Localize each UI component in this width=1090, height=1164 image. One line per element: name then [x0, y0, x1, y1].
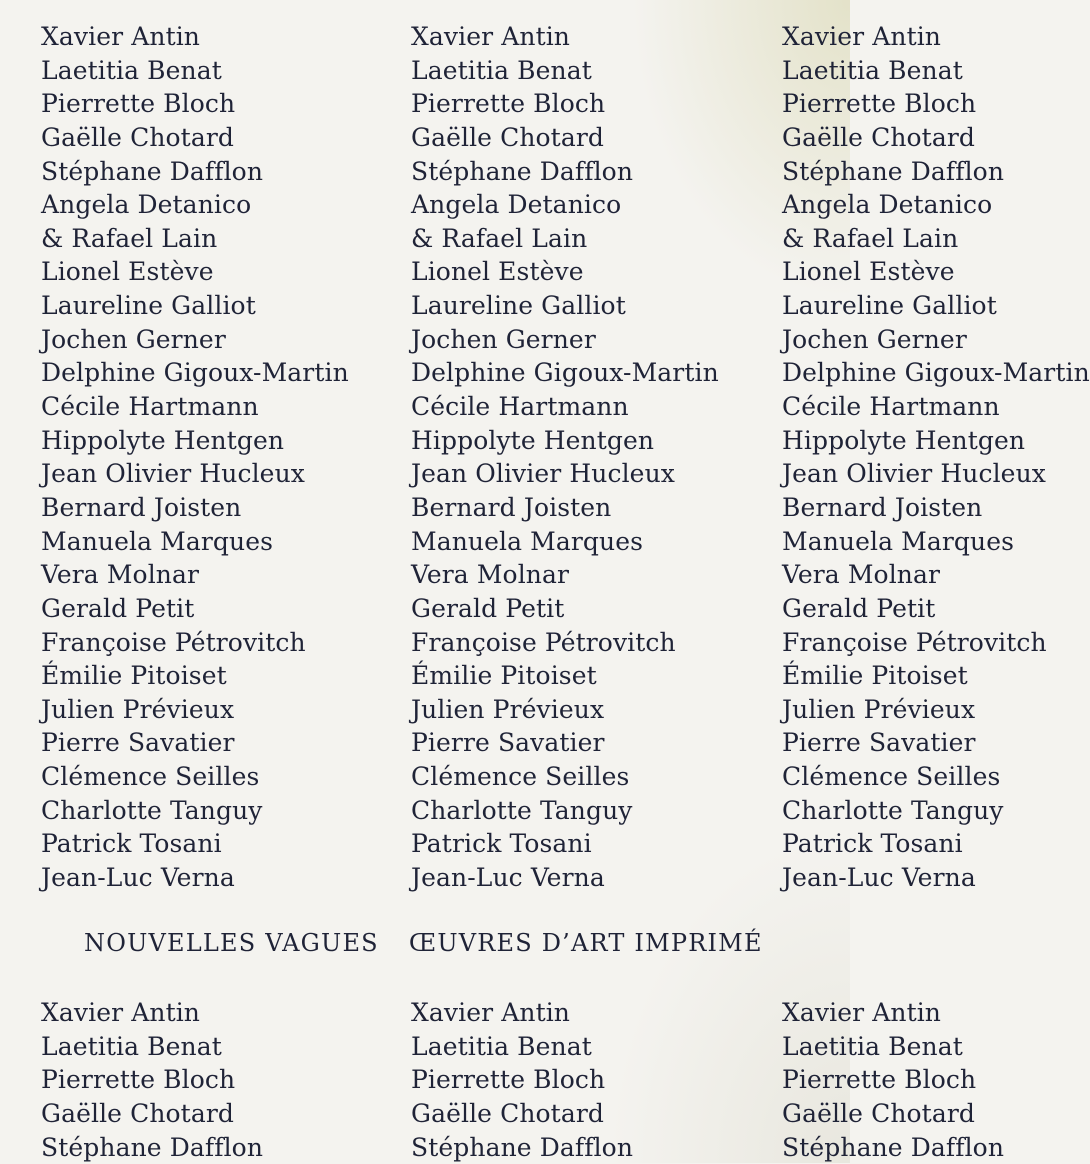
artist-name: Xavier Antin: [41, 998, 201, 1027]
artist-name: Clémence Seilles: [411, 762, 630, 792]
artist-name: Charlotte Tanguy: [411, 795, 633, 825]
artist-list-top-col-3: [782, 20, 1090, 895]
artist-name: Lionel Estève: [41, 257, 214, 287]
artist-name: Cécile Hartmann: [411, 392, 629, 422]
artist-name: Laureline Galliot: [41, 291, 256, 321]
artist-name: Laetitia Benat: [41, 1031, 222, 1061]
artist-name: Delphine Gigoux-Martin: [41, 358, 349, 388]
artist-name: Patrick Tosani: [41, 829, 222, 859]
artist-name: Jochen Gerner: [41, 324, 226, 354]
artist-name: Laetitia Benat: [411, 1031, 592, 1061]
artist-name: Vera Molnar: [782, 560, 941, 590]
artist-name: Stéphane Dafflon: [41, 156, 264, 186]
artist-name: Hippolyte Hentgen: [41, 425, 285, 455]
artist-name: Pierrette Bloch: [411, 1065, 606, 1095]
artist-name: Angela Detanico: [782, 190, 993, 220]
artist-list-bottom-col-3: [782, 996, 1004, 1164]
artist-name: Manuela Marques: [411, 526, 644, 556]
artist-name: Jean Olivier Hucleux: [41, 459, 305, 489]
artist-name: Gaëlle Chotard: [41, 122, 234, 152]
artist-name: Xavier Antin: [411, 998, 571, 1027]
artist-name: Gaëlle Chotard: [411, 1098, 604, 1128]
artist-list-top-col-1: [41, 20, 349, 895]
artist-name: Bernard Joisten: [782, 492, 983, 522]
artist-list-top-col-2: [411, 20, 719, 895]
artist-name: Bernard Joisten: [411, 492, 612, 522]
artist-name: & Rafael Lain: [41, 223, 218, 253]
artist-name: Françoise Pétrovitch: [411, 627, 676, 657]
section-heading: [84, 928, 763, 958]
artist-name: Julien Prévieux: [41, 694, 235, 724]
artist-name: Delphine Gigoux-Martin: [782, 358, 1090, 388]
artist-name: Gaëlle Chotard: [782, 1098, 975, 1128]
artist-name: Pierrette Bloch: [411, 89, 606, 119]
artist-name: Gerald Petit: [782, 593, 936, 623]
artist-name: Clémence Seilles: [782, 762, 1001, 792]
artist-name: Jochen Gerner: [782, 324, 967, 354]
artist-name: Jochen Gerner: [411, 324, 596, 354]
artist-name: Hippolyte Hentgen: [782, 425, 1026, 455]
artist-name: Charlotte Tanguy: [782, 795, 1004, 825]
artist-name: Laetitia Benat: [41, 55, 222, 85]
artist-name: Manuela Marques: [782, 526, 1015, 556]
artist-name: Delphine Gigoux-Martin: [411, 358, 719, 388]
artist-name: Émilie Pitoiset: [41, 661, 227, 691]
artist-name: Bernard Joisten: [41, 492, 242, 522]
artist-name: Laetitia Benat: [782, 55, 963, 85]
artist-name: Pierrette Bloch: [782, 1065, 977, 1095]
artist-name: Laureline Galliot: [411, 291, 626, 321]
artist-name: Émilie Pitoiset: [782, 661, 968, 691]
artist-name: Pierrette Bloch: [782, 89, 977, 119]
artist-name: Cécile Hartmann: [782, 392, 1000, 422]
artist-list-bottom-col-2: [411, 996, 633, 1164]
artist-name: Stéphane Dafflon: [411, 156, 634, 186]
artist-name: Julien Prévieux: [782, 694, 976, 724]
artist-name: Stéphane Dafflon: [782, 1132, 1005, 1162]
artist-name: Patrick Tosani: [782, 829, 963, 859]
artist-name: Jean-Luc Verna: [782, 863, 976, 893]
artist-name: Angela Detanico: [41, 190, 252, 220]
artist-name: Pierre Savatier: [41, 728, 235, 758]
artist-name: Laetitia Benat: [782, 1031, 963, 1061]
artist-name: Hippolyte Hentgen: [411, 425, 655, 455]
artist-name: Lionel Estève: [411, 257, 584, 287]
artist-name: Stéphane Dafflon: [782, 156, 1005, 186]
artist-name: Pierrette Bloch: [41, 89, 236, 119]
artist-name: Pierrette Bloch: [41, 1065, 236, 1095]
artist-name: Clémence Seilles: [41, 762, 260, 792]
artist-name: Vera Molnar: [41, 560, 200, 590]
artist-name: Pierre Savatier: [411, 728, 605, 758]
artist-name: Laetitia Benat: [411, 55, 592, 85]
artist-name: Jean Olivier Hucleux: [411, 459, 675, 489]
artist-name: Xavier Antin: [411, 22, 571, 51]
artist-name: Angela Detanico: [411, 190, 622, 220]
artist-name: Françoise Pétrovitch: [782, 627, 1047, 657]
artist-name: Xavier Antin: [41, 22, 201, 51]
artist-name: Vera Molnar: [411, 560, 570, 590]
artist-name: Gerald Petit: [411, 593, 565, 623]
artist-name: Pierre Savatier: [782, 728, 976, 758]
artist-name: Charlotte Tanguy: [41, 795, 263, 825]
artist-name: Jean-Luc Verna: [411, 863, 605, 893]
artist-name: & Rafael Lain: [782, 223, 959, 253]
artist-name: Jean Olivier Hucleux: [782, 459, 1046, 489]
artist-name: Émilie Pitoiset: [411, 661, 597, 691]
artist-name: Xavier Antin: [782, 998, 942, 1027]
artist-name: Gerald Petit: [41, 593, 195, 623]
artist-name: Lionel Estève: [782, 257, 955, 287]
artist-name: Julien Prévieux: [411, 694, 605, 724]
artist-name: Gaëlle Chotard: [41, 1098, 234, 1128]
artist-name: Cécile Hartmann: [41, 392, 259, 422]
artist-name: Manuela Marques: [41, 526, 274, 556]
artist-list-bottom-col-1: [41, 996, 263, 1164]
artist-name: Gaëlle Chotard: [411, 122, 604, 152]
artist-name: Xavier Antin: [782, 22, 942, 51]
heading-nouvelles-vagues: NOUVELLES VAGUES: [84, 929, 379, 957]
artist-name: Patrick Tosani: [411, 829, 592, 859]
artist-name: Stéphane Dafflon: [411, 1132, 634, 1162]
artist-name: & Rafael Lain: [411, 223, 588, 253]
artist-name: Gaëlle Chotard: [782, 122, 975, 152]
heading-oeuvres-art-imprime: ŒUVRES D’ART IMPRIMÉ: [408, 929, 763, 957]
artist-name: Laureline Galliot: [782, 291, 997, 321]
artist-name: Stéphane Dafflon: [41, 1132, 264, 1162]
artist-name: Jean-Luc Verna: [41, 863, 235, 893]
artist-name: Françoise Pétrovitch: [41, 627, 306, 657]
